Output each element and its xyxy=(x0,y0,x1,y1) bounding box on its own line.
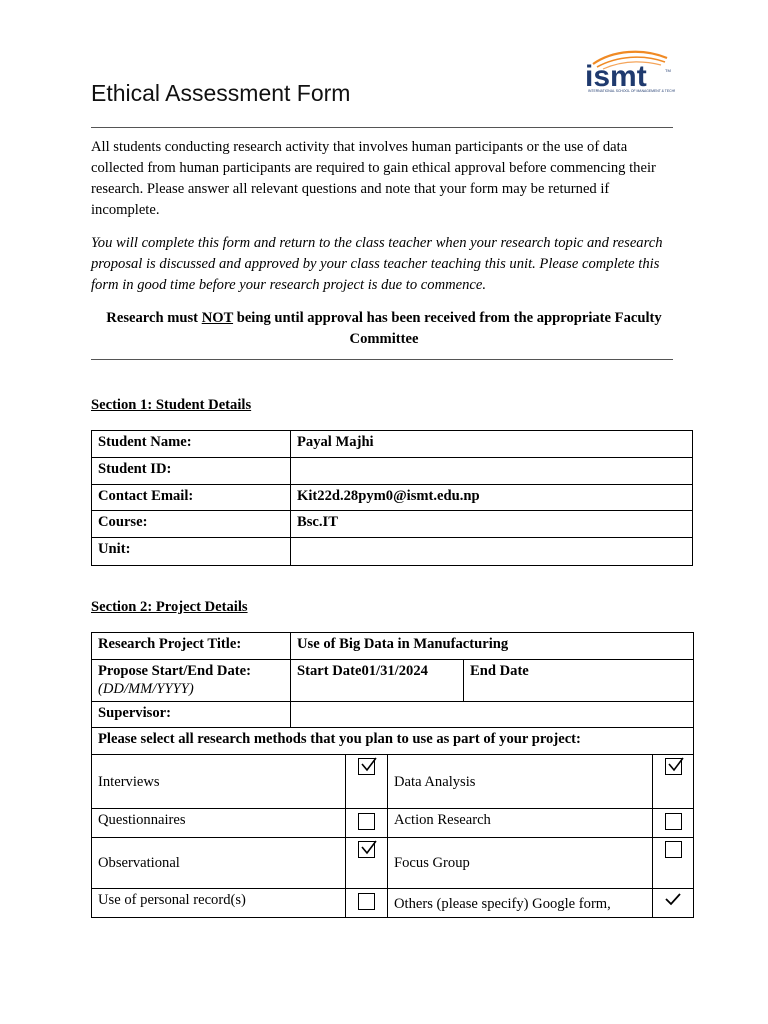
checkbox-cell xyxy=(653,889,694,918)
project-title-field[interactable]: Use of Big Data in Manufacturing xyxy=(291,633,694,660)
unit-field[interactable] xyxy=(291,538,693,566)
checkbox-questionnaires[interactable] xyxy=(358,813,375,830)
checkbox-data-analysis[interactable] xyxy=(665,758,682,775)
start-date-field[interactable] xyxy=(291,660,464,702)
student-details-table xyxy=(91,430,693,566)
logo-trademark: TM xyxy=(665,68,671,73)
checkbox-cell xyxy=(653,838,694,889)
method-label-interviews: Interviews xyxy=(92,755,346,809)
project-title-label: Research Project Title: xyxy=(92,633,291,660)
table-row xyxy=(92,431,693,458)
dates-label-cell xyxy=(92,660,291,702)
student-id-field[interactable] xyxy=(291,458,693,485)
checkbox-focus-group[interactable] xyxy=(665,841,682,858)
method-label-focus-group: Focus Group xyxy=(388,838,653,889)
table-row xyxy=(92,458,693,485)
table-row xyxy=(92,838,694,889)
intro-paragraph: All students conducting research activity that involves human participants or the use of data collected from human participants are required to gain ethical approval before commencing their research. Please answer all relevant questions and note that your form may be returned if incomplete. xyxy=(91,139,656,218)
table-row xyxy=(92,728,694,755)
end-date-label: End Date xyxy=(470,663,529,679)
dates-label: Propose Start/End Date: xyxy=(98,663,251,679)
checkmark-icon xyxy=(359,756,379,774)
dates-format-hint: (DD/MM/YYYY) xyxy=(98,681,194,697)
table-row xyxy=(92,702,694,728)
checkbox-personal-records[interactable] xyxy=(358,893,375,910)
start-date-label: Start Date xyxy=(297,663,362,679)
checkbox-cell xyxy=(653,809,694,838)
checkbox-cell xyxy=(346,809,388,838)
contact-email-field[interactable]: Kit22d.28pym0@ismt.edu.np xyxy=(291,485,693,511)
divider-top xyxy=(91,127,673,128)
course-label: Course: xyxy=(92,511,291,538)
method-label-data-analysis: Data Analysis xyxy=(388,755,653,809)
unit-label: Unit: xyxy=(92,538,291,566)
course-field[interactable]: Bsc.IT xyxy=(291,511,693,538)
checkbox-cell xyxy=(346,889,388,918)
student-id-label: Student ID: xyxy=(92,458,291,485)
checkmark-icon xyxy=(359,839,379,857)
table-row xyxy=(92,660,694,702)
table-row xyxy=(92,809,694,838)
table-row xyxy=(92,511,693,538)
logo-wordmark: ismt xyxy=(585,60,647,93)
divider-notice xyxy=(91,359,673,360)
instructions-paragraph: You will complete this form and return to the class teacher when your research topic and research proposal is discussed and approved by your class teacher teaching this unit. Please complete this form in good time before your research project is due to commence. xyxy=(91,235,663,293)
checkmark-icon xyxy=(666,756,686,774)
approval-notice xyxy=(91,308,677,350)
project-details-table xyxy=(91,632,694,918)
page-title: Ethical Assessment Form xyxy=(91,80,351,106)
checkbox-cell xyxy=(346,838,388,889)
checkbox-cell xyxy=(346,755,388,809)
notice-text-start: Research must xyxy=(106,310,202,326)
notice-emphasis: NOT xyxy=(201,310,234,326)
end-date-field[interactable] xyxy=(464,660,694,702)
checkbox-action-research[interactable] xyxy=(665,813,682,830)
logo-tagline: INTERNATIONAL SCHOOL OF MANAGEMENT & TECH xyxy=(588,89,675,93)
method-label-questionnaires: Questionnaires xyxy=(92,809,346,838)
section1-title: Section 1: Student Details xyxy=(91,397,252,413)
checkbox-observational[interactable] xyxy=(358,841,375,858)
student-name-label: Student Name: xyxy=(92,431,291,458)
table-row xyxy=(92,538,693,566)
ismt-logo xyxy=(583,48,675,100)
start-date-value: 01/31/2024 xyxy=(361,663,428,679)
contact-email-label: Contact Email: xyxy=(92,485,291,511)
table-row xyxy=(92,755,694,809)
section2-title: Section 2: Project Details xyxy=(91,599,248,615)
table-row xyxy=(92,889,694,918)
notice-text-end: being until approval has been received from the appropriate Faculty Committee xyxy=(233,310,662,347)
methods-prompt: Please select all research methods that you plan to use as part of your project: xyxy=(92,728,694,755)
checkbox-interviews[interactable] xyxy=(358,758,375,775)
supervisor-label: Supervisor: xyxy=(92,702,291,728)
method-label-others[interactable]: Others (please specify) Google form, xyxy=(388,889,653,918)
table-row xyxy=(92,633,694,660)
table-row xyxy=(92,485,693,511)
method-label-personal-records: Use of personal record(s) xyxy=(92,889,346,918)
checkbox-cell xyxy=(653,755,694,809)
method-label-action-research: Action Research xyxy=(388,809,653,838)
method-label-observational: Observational xyxy=(92,838,346,889)
checkmark-icon[interactable] xyxy=(664,892,682,908)
student-name-field[interactable]: Payal Majhi xyxy=(291,431,693,458)
supervisor-field[interactable] xyxy=(291,702,694,728)
